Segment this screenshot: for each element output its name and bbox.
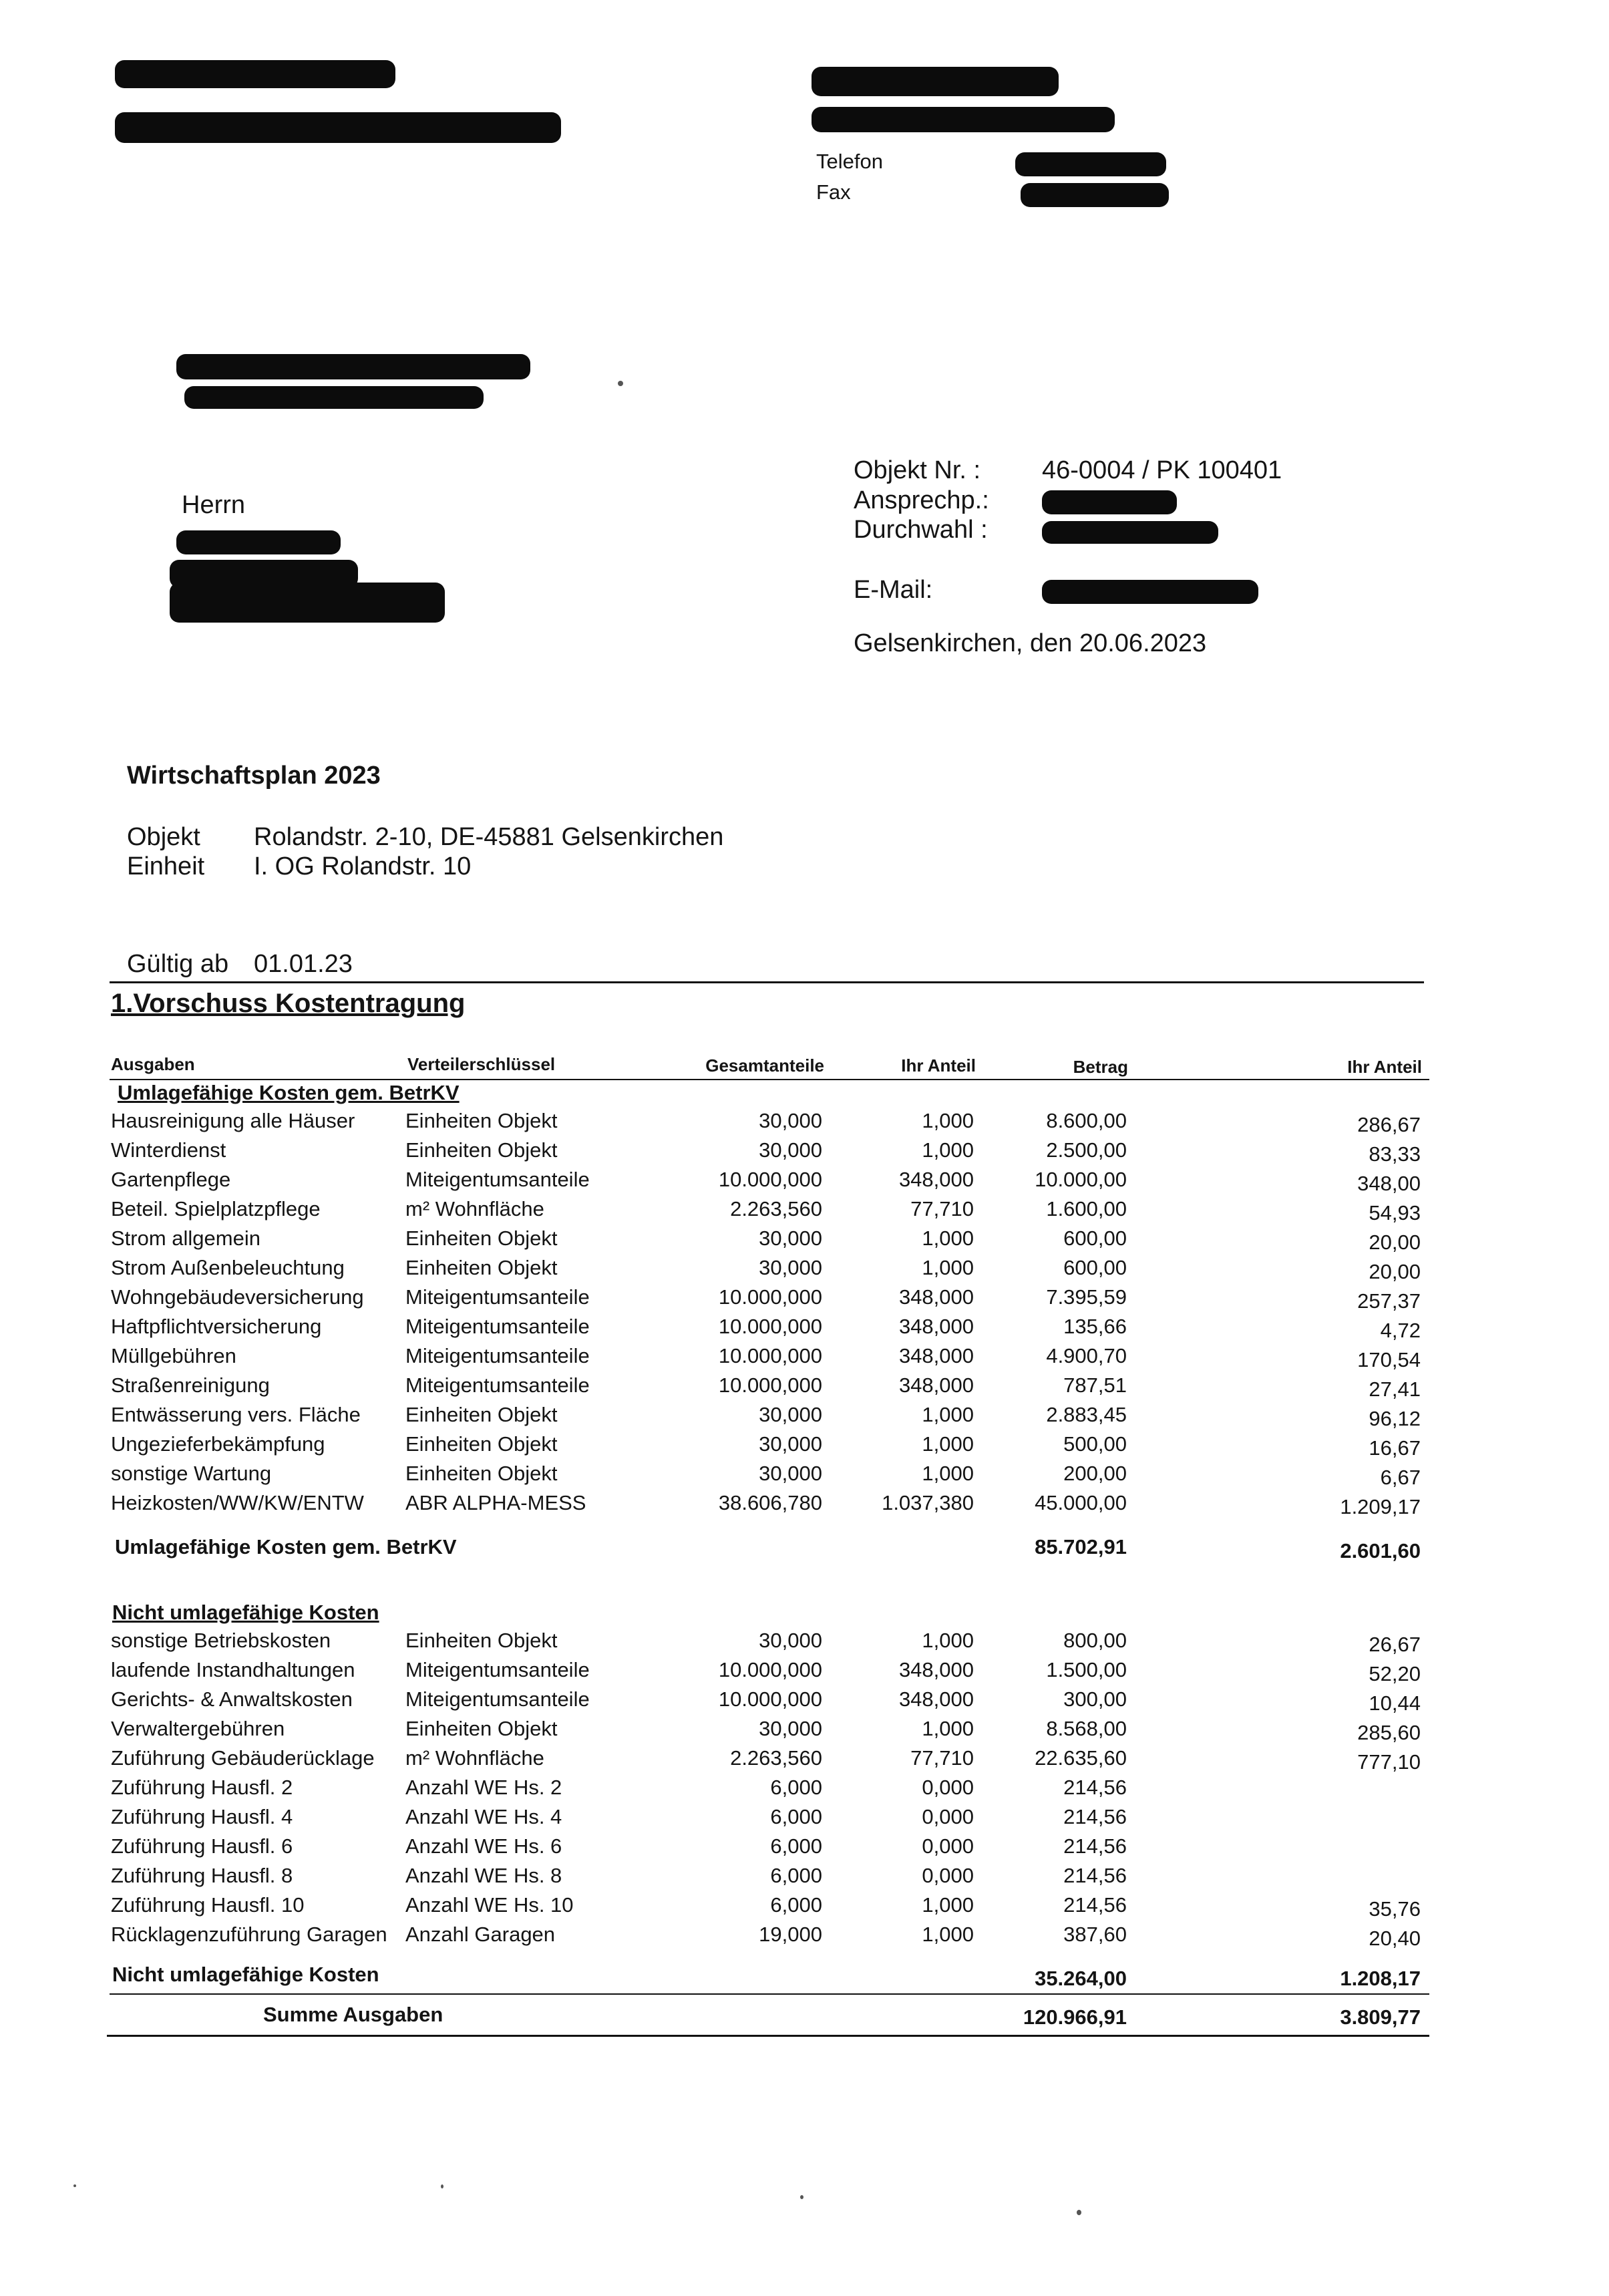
cell-betrag: 600,00 (1063, 1226, 1127, 1250)
cell-betrag: 214,56 (1063, 1834, 1127, 1858)
cell-betrag: 214,56 (1063, 1805, 1127, 1828)
cell-ausgabe: Winterdienst (111, 1138, 226, 1162)
unit-value: I. OG Rolandstr. 10 (254, 852, 472, 880)
cell-betrag: 600,00 (1063, 1256, 1127, 1279)
cell-gesamtanteile: 2.263,560 (730, 1197, 822, 1220)
cell-ihr-anteil: 1,000 (922, 1403, 974, 1426)
scan-speck (441, 2184, 443, 2188)
cell-gesamtanteile: 38.606,780 (718, 1491, 822, 1514)
cell-ausgabe: Entwässerung vers. Fläche (111, 1403, 361, 1426)
cell-ihr-betrag: 20,40 (1369, 1927, 1421, 1950)
cell-betrag: 8.568,00 (1046, 1717, 1127, 1740)
redacted-return-line-2 (184, 386, 484, 409)
cell-gesamtanteile: 6,000 (770, 1864, 822, 1887)
cell-ausgabe: Haftpflichtversicherung (111, 1315, 322, 1338)
cell-ihr-anteil: 0,000 (922, 1864, 974, 1887)
header-ihr-anteil-1: Ihr Anteil (901, 1055, 976, 1076)
cell-ihr-anteil: 1,000 (922, 1462, 974, 1485)
cell-betrag: 4.900,70 (1046, 1344, 1127, 1367)
cell-ausgabe: Rücklagenzuführung Garagen (111, 1923, 387, 1946)
header-betrag: Betrag (1073, 1057, 1128, 1077)
cell-betrag: 214,56 (1063, 1864, 1127, 1887)
table-row (0, 1344, 1609, 1373)
cell-verteilerschluessel: Anzahl Garagen (405, 1923, 556, 1946)
cell-ihr-anteil: 1,000 (922, 1717, 974, 1740)
cell-verteilerschluessel: Miteigentumsanteile (405, 1285, 590, 1309)
cell-betrag: 2.883,45 (1046, 1403, 1127, 1426)
cell-ihr-betrag: 1.209,17 (1340, 1495, 1421, 1518)
cell-gesamtanteile: 6,000 (770, 1834, 822, 1858)
cell-ausgabe: Gerichts- & Anwaltskosten (111, 1687, 353, 1711)
cell-ausgabe: Strom allgemein (111, 1226, 260, 1250)
cell-verteilerschluessel: Miteigentumsanteile (405, 1344, 590, 1367)
cell-betrag: 787,51 (1063, 1373, 1127, 1397)
cell-betrag: 22.635,60 (1035, 1746, 1127, 1770)
cell-ihr-anteil: 348,000 (898, 1344, 974, 1367)
extension-label: Durchwahl : (854, 516, 988, 544)
table-row (0, 1285, 1609, 1315)
cell-ausgabe: Müllgebühren (111, 1344, 236, 1367)
cell-betrag: 1.500,00 (1046, 1658, 1127, 1681)
table-row (0, 1256, 1609, 1285)
table-row (0, 1373, 1609, 1403)
cell-ausgabe: Hausreinigung alle Häuser (111, 1109, 355, 1132)
cell-ihr-betrag: 4,72 (1380, 1319, 1421, 1342)
fax-label: Fax (816, 180, 851, 204)
redacted-fax (1021, 183, 1169, 207)
grand-total-betrag: 120.966,91 (1023, 2005, 1127, 2029)
cell-gesamtanteile: 30,000 (759, 1256, 822, 1279)
cell-ihr-anteil: 1,000 (922, 1138, 974, 1162)
cell-betrag: 214,56 (1063, 1776, 1127, 1799)
cell-verteilerschluessel: Anzahl WE Hs. 2 (405, 1776, 562, 1799)
group1-total-ihr: 2.601,60 (1340, 1539, 1421, 1563)
cell-ausgabe: Zuführung Hausfl. 6 (111, 1834, 293, 1858)
table-row (0, 1629, 1609, 1658)
cell-ausgabe: sonstige Betriebskosten (111, 1629, 331, 1652)
table-row (0, 1864, 1609, 1893)
document-title: Wirtschaftsplan 2023 (127, 762, 381, 790)
valid-divider (110, 981, 1424, 983)
header-schluessel: Verteilerschlüssel (407, 1054, 556, 1074)
cell-ihr-betrag: 348,00 (1357, 1172, 1421, 1195)
cell-gesamtanteile: 10.000,000 (718, 1344, 822, 1367)
cell-ihr-anteil: 77,710 (910, 1197, 974, 1220)
object-number-value: 46-0004 / PK 100401 (1042, 456, 1282, 484)
cell-ihr-anteil: 0,000 (922, 1834, 974, 1858)
cell-gesamtanteile: 10.000,000 (718, 1373, 822, 1397)
redacted-return-line-1 (176, 354, 530, 379)
cell-verteilerschluessel: Einheiten Objekt (405, 1226, 558, 1250)
cell-gesamtanteile: 30,000 (759, 1432, 822, 1456)
header-ausgaben: Ausgaben (111, 1054, 195, 1074)
group2-total-ihr: 1.208,17 (1340, 1967, 1421, 1990)
cell-gesamtanteile: 6,000 (770, 1893, 822, 1917)
cell-gesamtanteile: 10.000,000 (718, 1658, 822, 1681)
cell-ihr-betrag: 286,67 (1357, 1113, 1421, 1136)
table-row (0, 1432, 1609, 1462)
cell-betrag: 214,56 (1063, 1893, 1127, 1917)
redacted-office-line-2 (812, 107, 1115, 132)
cell-gesamtanteile: 2.263,560 (730, 1746, 822, 1770)
valid-from-value: 01.01.23 (254, 950, 353, 978)
cell-ausgabe: Ungezieferbekämpfung (111, 1432, 325, 1456)
cell-gesamtanteile: 6,000 (770, 1805, 822, 1828)
table-row (0, 1776, 1609, 1805)
cell-ihr-betrag: 6,67 (1380, 1466, 1421, 1489)
cell-ihr-anteil: 348,000 (898, 1285, 974, 1309)
cell-ihr-anteil: 1,000 (922, 1109, 974, 1132)
cell-verteilerschluessel: Miteigentumsanteile (405, 1315, 590, 1338)
scan-speck (618, 381, 623, 386)
table-row (0, 1746, 1609, 1776)
object-value: Rolandstr. 2-10, DE-45881 Gelsenkirchen (254, 823, 724, 851)
group2-title: Nicht umlagefähige Kosten (112, 1601, 379, 1624)
table-row (0, 1834, 1609, 1864)
cell-gesamtanteile: 30,000 (759, 1109, 822, 1132)
table-row (0, 1923, 1609, 1952)
cell-ausgabe: Zuführung Hausfl. 2 (111, 1776, 293, 1799)
group2-total-divider (110, 1993, 1429, 1995)
cell-ihr-betrag: 20,00 (1369, 1231, 1421, 1254)
table-row (0, 1658, 1609, 1687)
cell-ihr-anteil: 0,000 (922, 1776, 974, 1799)
cell-verteilerschluessel: Anzahl WE Hs. 8 (405, 1864, 562, 1887)
cell-gesamtanteile: 30,000 (759, 1226, 822, 1250)
cell-ausgabe: laufende Instandhaltungen (111, 1658, 355, 1681)
cell-verteilerschluessel: Miteigentumsanteile (405, 1373, 590, 1397)
grand-total-ihr: 3.809,77 (1340, 2005, 1421, 2029)
grand-total-divider (107, 2035, 1429, 2037)
cell-verteilerschluessel: Einheiten Objekt (405, 1256, 558, 1279)
cell-verteilerschluessel: Einheiten Objekt (405, 1717, 558, 1740)
object-number-label: Objekt Nr. : (854, 456, 981, 484)
cell-ihr-betrag: 54,93 (1369, 1201, 1421, 1224)
cell-ausgabe: Zuführung Hausfl. 8 (111, 1864, 293, 1887)
redacted-phone (1015, 152, 1166, 176)
cell-ihr-anteil: 0,000 (922, 1805, 974, 1828)
unit-label: Einheit (127, 852, 205, 880)
redacted-email (1042, 580, 1258, 604)
scan-speck (73, 2184, 76, 2187)
cell-ihr-anteil: 1,000 (922, 1256, 974, 1279)
table-row (0, 1805, 1609, 1834)
table-row (0, 1138, 1609, 1168)
cell-betrag: 2.500,00 (1046, 1138, 1127, 1162)
cell-gesamtanteile: 6,000 (770, 1776, 822, 1799)
cell-ausgabe: sonstige Wartung (111, 1462, 272, 1485)
cell-ihr-anteil: 348,000 (898, 1315, 974, 1338)
cell-ihr-betrag: 10,44 (1369, 1691, 1421, 1715)
cell-ihr-betrag: 16,67 (1369, 1436, 1421, 1460)
cell-gesamtanteile: 10.000,000 (718, 1285, 822, 1309)
cell-ihr-anteil: 1,000 (922, 1226, 974, 1250)
group2-total-betrag: 35.264,00 (1035, 1967, 1127, 1990)
cell-betrag: 7.395,59 (1046, 1285, 1127, 1309)
section-title: 1.Vorschuss Kostentragung (111, 989, 466, 1018)
scan-speck (800, 2195, 803, 2199)
cell-verteilerschluessel: Einheiten Objekt (405, 1629, 558, 1652)
cell-verteilerschluessel: Einheiten Objekt (405, 1462, 558, 1485)
cell-betrag: 300,00 (1063, 1687, 1127, 1711)
cell-ihr-betrag: 27,41 (1369, 1377, 1421, 1401)
cell-verteilerschluessel: Miteigentumsanteile (405, 1168, 590, 1191)
cell-ausgabe: Zuführung Gebäuderücklage (111, 1746, 375, 1770)
table-row (0, 1109, 1609, 1138)
cell-verteilerschluessel: Miteigentumsanteile (405, 1687, 590, 1711)
group1-total-label: Umlagefähige Kosten gem. BetrKV (115, 1535, 457, 1559)
cell-ihr-betrag: 96,12 (1369, 1407, 1421, 1430)
cell-verteilerschluessel: m² Wohnfläche (405, 1746, 544, 1770)
table-row (0, 1197, 1609, 1226)
cell-ausgabe: Gartenpflege (111, 1168, 231, 1191)
redacted-office-line-1 (812, 67, 1059, 96)
cell-ihr-anteil: 77,710 (910, 1746, 974, 1770)
group2-total-row (0, 1963, 1609, 1992)
redacted-sender-street (115, 112, 561, 143)
cell-gesamtanteile: 10.000,000 (718, 1168, 822, 1191)
cell-ihr-betrag: 83,33 (1369, 1142, 1421, 1166)
table-row (0, 1315, 1609, 1344)
cell-betrag: 135,66 (1063, 1315, 1127, 1338)
phone-label: Telefon (816, 150, 883, 173)
cell-verteilerschluessel: Anzahl WE Hs. 6 (405, 1834, 562, 1858)
cell-verteilerschluessel: Einheiten Objekt (405, 1403, 558, 1426)
header-ihr-anteil-2: Ihr Anteil (1347, 1057, 1422, 1077)
cell-ihr-anteil: 348,000 (898, 1168, 974, 1191)
redacted-recipient-city (170, 583, 445, 623)
cell-ihr-betrag: 170,54 (1357, 1348, 1421, 1371)
redacted-recipient-name (176, 530, 341, 554)
grand-total-row (0, 2003, 1609, 2032)
cell-ihr-betrag: 777,10 (1357, 1750, 1421, 1774)
cell-ausgabe: Straßenreinigung (111, 1373, 270, 1397)
cell-verteilerschluessel: Anzahl WE Hs. 4 (405, 1805, 562, 1828)
cell-gesamtanteile: 10.000,000 (718, 1315, 822, 1338)
cell-verteilerschluessel: Einheiten Objekt (405, 1109, 558, 1132)
cell-verteilerschluessel: Miteigentumsanteile (405, 1658, 590, 1681)
cell-ihr-betrag: 35,76 (1369, 1897, 1421, 1921)
redacted-contact (1042, 490, 1177, 514)
cell-gesamtanteile: 30,000 (759, 1717, 822, 1740)
cell-ihr-anteil: 348,000 (898, 1687, 974, 1711)
cell-ihr-betrag: 52,20 (1369, 1662, 1421, 1685)
cell-ausgabe: Beteil. Spielplatzpflege (111, 1197, 321, 1220)
cell-gesamtanteile: 10.000,000 (718, 1687, 822, 1711)
header-gesamtanteile: Gesamtanteile (705, 1055, 824, 1076)
table-row (0, 1168, 1609, 1197)
cell-ihr-anteil: 1,000 (922, 1432, 974, 1456)
cell-betrag: 8.600,00 (1046, 1109, 1127, 1132)
redacted-extension (1042, 521, 1218, 544)
email-label: E-Mail: (854, 576, 933, 604)
cell-betrag: 1.600,00 (1046, 1197, 1127, 1220)
cell-verteilerschluessel: m² Wohnfläche (405, 1197, 544, 1220)
cell-gesamtanteile: 30,000 (759, 1138, 822, 1162)
cell-verteilerschluessel: Einheiten Objekt (405, 1432, 558, 1456)
cell-betrag: 800,00 (1063, 1629, 1127, 1652)
cell-ihr-betrag: 285,60 (1357, 1721, 1421, 1744)
cell-ausgabe: Zuführung Hausfl. 10 (111, 1893, 305, 1917)
cell-betrag: 200,00 (1063, 1462, 1127, 1485)
table-row (0, 1687, 1609, 1717)
cell-gesamtanteile: 19,000 (759, 1923, 822, 1946)
table-row (0, 1717, 1609, 1746)
cell-ihr-anteil: 348,000 (898, 1373, 974, 1397)
place-date: Gelsenkirchen, den 20.06.2023 (854, 629, 1207, 657)
cell-ausgabe: Verwaltergebühren (111, 1717, 285, 1740)
valid-from-label: Gültig ab (127, 950, 229, 978)
contact-label: Ansprechp.: (854, 486, 989, 514)
cell-gesamtanteile: 30,000 (759, 1403, 822, 1426)
grand-total-label: Summe Ausgaben (263, 2003, 443, 2026)
group1-total-betrag: 85.702,91 (1035, 1535, 1127, 1559)
recipient-salutation: Herrn (182, 491, 246, 519)
cell-ihr-anteil: 1,000 (922, 1629, 974, 1652)
cell-verteilerschluessel: Anzahl WE Hs. 10 (405, 1893, 574, 1917)
cell-ausgabe: Strom Außenbeleuchtung (111, 1256, 345, 1279)
cell-ihr-betrag: 26,67 (1369, 1633, 1421, 1656)
header-divider (110, 1079, 1429, 1080)
cell-betrag: 45.000,00 (1035, 1491, 1127, 1514)
cell-ausgabe: Zuführung Hausfl. 4 (111, 1805, 293, 1828)
group1-total-row (0, 1535, 1609, 1565)
table-row (0, 1462, 1609, 1491)
cell-betrag: 10.000,00 (1035, 1168, 1127, 1191)
cell-ihr-betrag: 257,37 (1357, 1289, 1421, 1313)
cell-betrag: 500,00 (1063, 1432, 1127, 1456)
table-row (0, 1491, 1609, 1520)
table-row (0, 1403, 1609, 1432)
cell-betrag: 387,60 (1063, 1923, 1127, 1946)
cell-ihr-betrag: 20,00 (1369, 1260, 1421, 1283)
cell-ihr-anteil: 1,000 (922, 1893, 974, 1917)
redacted-sender-name (115, 60, 395, 88)
group2-total-label: Nicht umlagefähige Kosten (112, 1963, 379, 1986)
cell-gesamtanteile: 30,000 (759, 1462, 822, 1485)
cell-verteilerschluessel: Einheiten Objekt (405, 1138, 558, 1162)
cell-ihr-anteil: 348,000 (898, 1658, 974, 1681)
cell-verteilerschluessel: ABR ALPHA-MESS (405, 1491, 586, 1514)
scan-speck (1077, 2210, 1081, 2215)
cell-ihr-anteil: 1,000 (922, 1923, 974, 1946)
group1-title: Umlagefähige Kosten gem. BetrKV (118, 1081, 460, 1104)
cell-ausgabe: Wohngebäudeversicherung (111, 1285, 364, 1309)
object-label: Objekt (127, 823, 200, 851)
cell-gesamtanteile: 30,000 (759, 1629, 822, 1652)
cell-ihr-anteil: 1.037,380 (882, 1491, 974, 1514)
table-row (0, 1226, 1609, 1256)
cell-ausgabe: Heizkosten/WW/KW/ENTW (111, 1491, 364, 1514)
table-row (0, 1893, 1609, 1923)
